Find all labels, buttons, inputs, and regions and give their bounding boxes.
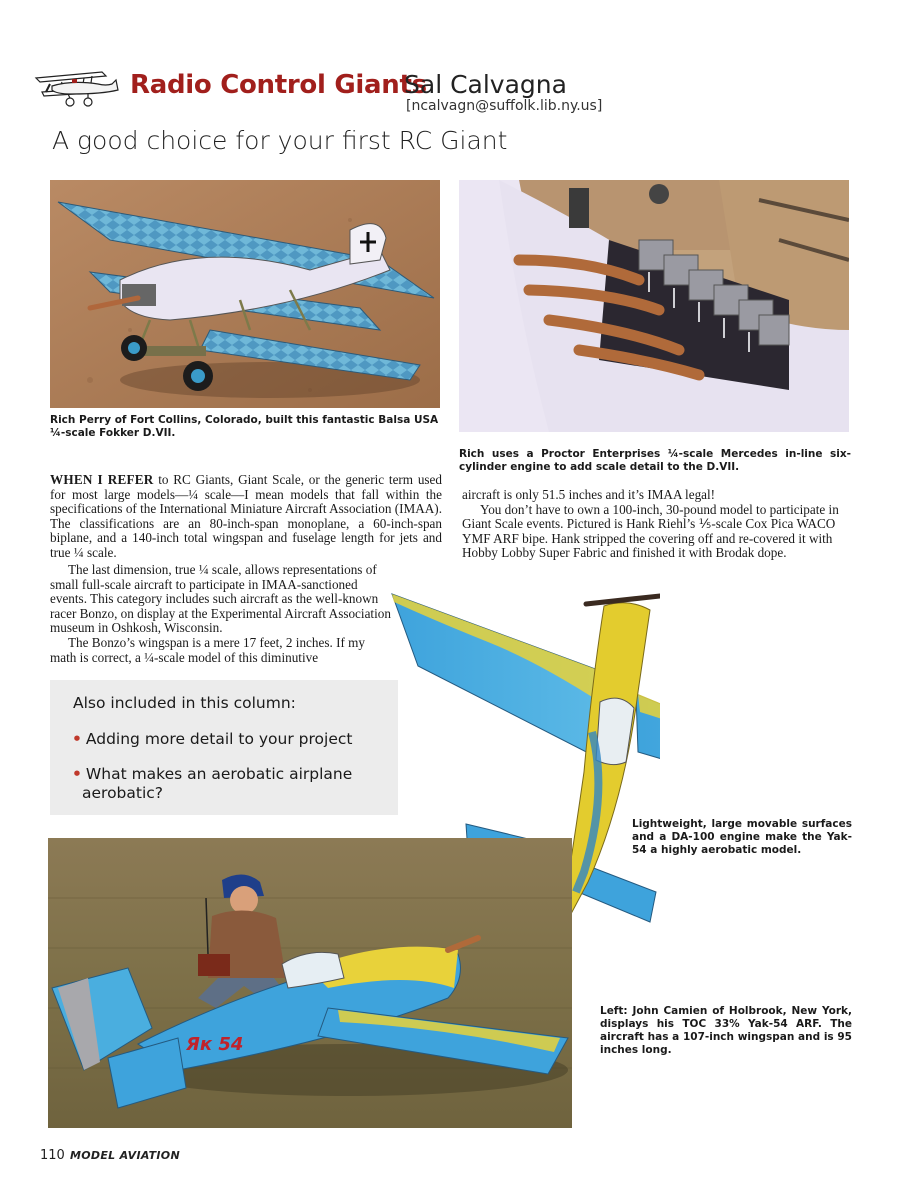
body-right-column (462, 488, 850, 561)
also-included-box (50, 680, 398, 815)
body-paragraphs-2-3 (50, 563, 392, 665)
biplane-logo-icon (32, 62, 124, 110)
bullet-icon: • (72, 765, 82, 783)
yak-wing-logo: Як 54 (186, 1034, 244, 1055)
bullet-icon: • (72, 730, 82, 748)
lead-in: WHEN I REFER (50, 472, 154, 487)
yak-ground-caption: Left: John Camien of Holbrook, New York, displays his TOC 33% Yak-54 ARF. The aircraft has a 107-inch wingspan and is 95 inches long. (600, 1005, 852, 1056)
engine-photo (459, 180, 849, 432)
engine-caption: Rich uses a Proctor Enterprises ¼-scale Mercedes in-line six-cylinder engine to add scale detail to the D.VII. (459, 448, 851, 473)
paragraph-4: aircraft is only 51.5 inches and it’s IMAA legal! (462, 487, 716, 502)
column-title: Radio Control Giants (130, 70, 427, 100)
yak-ground-photo (48, 838, 572, 1128)
article-headline: A good choice for your first RC Giant (52, 126, 508, 155)
fokker-photo (50, 180, 440, 408)
paragraph-3: The Bonzo’s wingspan is a mere 17 feet, 2 inches. If my math is correct, a ¼-scale model of this diminutive (50, 634, 366, 665)
sidebar-item-detail: • Adding more detail to your project (72, 730, 353, 748)
sidebar-title: Also included in this column: (73, 694, 296, 712)
paragraph-5: You don’t have to own a 100-inch, 30-pound model to participate in Giant Scale events. Pictured is Hank Riehl’s ⅕-scale Cox Pica WACO YMF ARF bipe. Hank stripped the covering off and re-covered it with Hobby Lobby Super Fabric and finished it with Brodak dope. (462, 501, 839, 561)
author-name: Sal Calvagna (404, 70, 567, 99)
magazine-name: MODEL AVIATION (70, 1149, 180, 1162)
fokker-caption: Rich Perry of Fort Collins, Colorado, built this fantastic Balsa USA ¼-scale Fokker D.VII. (50, 414, 439, 439)
sidebar-item-aerobatic: • What makes an aerobatic airplane aerobatic? (72, 765, 353, 802)
yak-top-caption: Lightweight, large movable surfaces and a DA-100 engine make the Yak-54 a highly aerobatic model. (632, 818, 852, 856)
author-email: [ncalvagn@suffolk.lib.ny.us] (406, 98, 603, 114)
paragraph-2: The last dimension, true ¼ scale, allows representations of small full-scale aircraft to participate in IMAA-sanctioned events. This category includes such aircraft as the well-known racer Bonzo, on display at the Experimental Aircraft Association museum in Oshkosh, Wisconsin. (50, 562, 391, 636)
page-number: 110 (40, 1148, 65, 1163)
paragraph-1-text: to RC Giants, Giant Scale, or the generic term used for most large models—¼ scale—I mean models that fall within the specifications of the International Miniature Aircraft Association (IMAA). The classifications are an 80-inch-span monoplane, a 60-inch-span biplane, and a 140-inch total wingspan and fuselage length for jets and true ¼ scale. (50, 472, 442, 560)
body-paragraph-1 (50, 473, 442, 561)
